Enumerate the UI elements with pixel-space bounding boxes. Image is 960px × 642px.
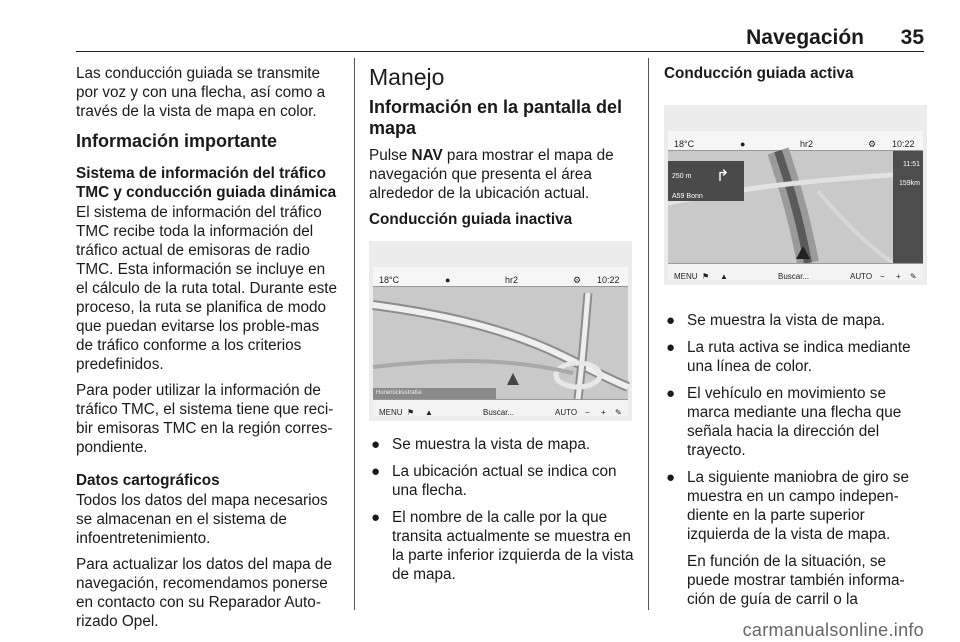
gear-icon: ⚙ xyxy=(573,275,582,285)
tmc-paragraph: El sistema de información del tráfico TMC recibe toda la información del tráfico actual de emisoras de radio TMC. Esta información se incluye en el cálculo de la ruta total. Durante este proceso, la ruta se planifica de modo que puedan evitarse los proble-mas de tráfico conforme a los criterios predefinidos. xyxy=(76,204,338,373)
column-divider xyxy=(354,58,355,610)
bottom-bar xyxy=(373,399,628,416)
location-icon: ● xyxy=(740,139,746,149)
station-label: hr2 xyxy=(800,139,814,149)
maneuver-road: A59 Bonn xyxy=(672,193,703,200)
status-bar xyxy=(373,267,628,287)
person-icon[interactable]: ▲ xyxy=(425,408,433,417)
maps-paragraph: Para actualizar los datos del mapa de navegación, recomendamos ponerse en contacto con su Reparador Auto-rizado Opel. xyxy=(76,556,332,630)
location-icon: ● xyxy=(445,275,451,285)
column-divider xyxy=(648,58,649,610)
menu-button[interactable]: MENU xyxy=(379,408,403,417)
search-button[interactable]: Buscar... xyxy=(483,408,515,417)
status-bar xyxy=(668,131,923,151)
gear-icon: ⚙ xyxy=(868,139,877,149)
active-bullets xyxy=(664,311,926,544)
street-name: Hunerücksstraße xyxy=(373,388,496,399)
clock: 10:22 xyxy=(597,275,620,285)
map-screenshot-inactive xyxy=(369,241,632,421)
menu-button[interactable]: MENU xyxy=(674,272,698,281)
continuation-paragraph: En función de la situación, se puede mostrar también informa-ción de guía de carril o la xyxy=(687,553,905,608)
list-item: ● La siguiente maniobra de giro se muestra en un campo indepen-diente en la parte superior izquierda de la vista de mapa. xyxy=(666,469,909,543)
clock: 10:22 xyxy=(892,139,915,149)
bottom-bar xyxy=(668,263,923,280)
page-header xyxy=(76,24,924,52)
page-number: 35 xyxy=(900,26,924,49)
maneuver-distance: 250 m xyxy=(672,173,692,180)
route-info-panel xyxy=(893,151,923,263)
edit-icon[interactable]: ✎ xyxy=(910,272,917,281)
tmc-paragraph: Para poder utilizar la información de tráfico TMC, el sistema tiene que reci-bir emisoras TMC en la región corres-pondiente. xyxy=(76,382,334,456)
intro-paragraph: Las conducción guiada se transmite por voz y con una flecha, así como a través de la vista de mapa en color. xyxy=(76,65,326,120)
section-heading: Manejo xyxy=(369,64,445,90)
position-arrow-icon xyxy=(507,373,519,385)
maneuver-panel xyxy=(668,161,744,201)
auto-button[interactable]: AUTO xyxy=(850,272,873,281)
turn-right-icon: ↱ xyxy=(716,168,730,185)
inactive-bullets xyxy=(369,435,634,584)
map-view xyxy=(373,287,628,399)
page-title: Navegación xyxy=(746,26,864,49)
zoom-in-icon[interactable]: + xyxy=(601,408,606,417)
flag-icon[interactable]: ⚑ xyxy=(407,408,415,417)
inactive-heading: Conducción guiada inactiva xyxy=(369,211,573,228)
maps-heading: Datos cartográficos xyxy=(76,472,220,489)
flag-icon[interactable]: ⚑ xyxy=(702,272,710,281)
zoom-in-icon[interactable]: + xyxy=(896,272,901,281)
zoom-out-icon[interactable]: − xyxy=(880,272,885,281)
list-item: ● La ruta activa se indica mediante una línea de color. xyxy=(666,339,911,375)
column-3 xyxy=(664,64,926,616)
map-screenshot-active xyxy=(664,105,927,285)
list-item: ● La ubicación actual se indica con una flecha. xyxy=(371,463,617,499)
column-1 xyxy=(76,64,340,638)
sub-heading: Información en la pantalla del mapa xyxy=(369,97,623,138)
zoom-out-icon[interactable]: − xyxy=(585,408,590,417)
map-graphic xyxy=(373,287,628,399)
list-item: ● El vehículo en movimiento se marca mediante una flecha que señala hacia la dirección del trayecto. xyxy=(666,385,902,459)
list-item: ● El nombre de la calle por la que transita actualmente se muestra en la parte inferior izquierda de la vista de mapa. xyxy=(371,509,634,583)
arrival-time: 11:51 xyxy=(903,161,920,168)
remaining-distance: 159km xyxy=(898,180,920,187)
nav-paragraph: Pulse NAV para mostrar el mapa de navegación que presenta el área alrededor de la ubicación actual. xyxy=(369,147,614,202)
column-2 xyxy=(369,64,634,592)
watermark: carmanualsonline.info xyxy=(742,620,924,640)
temperature: 18°C xyxy=(674,139,695,149)
edit-icon[interactable]: ✎ xyxy=(615,408,622,417)
section-heading: Información importante xyxy=(76,131,278,151)
tmc-heading: Sistema de información del tráfico TMC y conducción guiada dinámica xyxy=(76,165,337,201)
search-button[interactable]: Buscar... xyxy=(778,272,810,281)
temperature: 18°C xyxy=(379,275,400,285)
station-label: hr2 xyxy=(505,275,519,285)
auto-button[interactable]: AUTO xyxy=(555,408,578,417)
person-icon[interactable]: ▲ xyxy=(720,272,728,281)
nav-key: NAV xyxy=(411,147,443,164)
list-item: ● Se muestra la vista de mapa. xyxy=(371,436,591,453)
list-item: ● Se muestra la vista de mapa. xyxy=(666,312,886,329)
maps-paragraph: Todos los datos del mapa necesarios se almacenan en el sistema de infoentretenimiento. xyxy=(76,492,328,547)
map-view xyxy=(668,151,923,263)
active-heading: Conducción guiada activa xyxy=(664,65,854,82)
